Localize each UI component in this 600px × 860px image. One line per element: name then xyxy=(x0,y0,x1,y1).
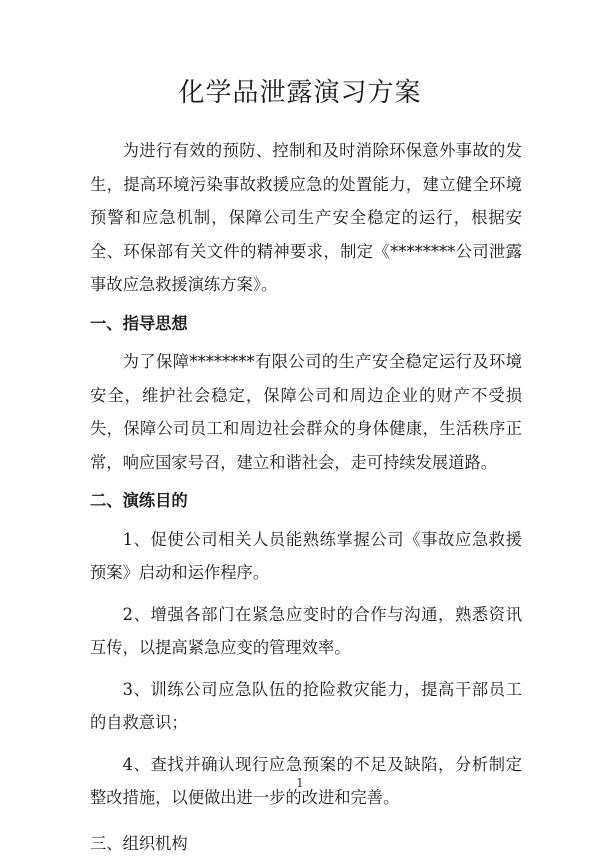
page-number: 1 xyxy=(0,776,600,790)
section-paragraph: 4、查找并确认现行应急预案的不足及缺陷，分析制定整改措施，以便做出进一步的改进和完善。 xyxy=(90,748,522,815)
section-paragraph: 为了保障********有限公司的生产安全稳定运行及环境安全，维护社会稳定，保障公司和周边企业的财产不受损失，保障公司员工和周边社会群众的身体健康，生活秩序正常，响应国家号召，建立和谐社会，走可持续发展道路。 xyxy=(90,345,522,479)
section-paragraph: 3、训练公司应急队伍的抢险救灾能力，提高干部员工的自救意识； xyxy=(90,673,522,740)
section-heading-drill-purpose: 二、演练目的 xyxy=(90,484,522,518)
section-paragraph: 1、促使公司相关人员能熟练掌握公司《事故应急救援预案》启动和运作程序。 xyxy=(90,523,522,590)
document-title: 化学品泄露演习方案 xyxy=(0,72,600,109)
document-body xyxy=(90,134,522,860)
intro-paragraph: 为进行有效的预防、控制和及时消除环保意外事故的发生，提高环境污染事故救援应急的处置能力，建立健全环境预警和应急机制，保障公司生产安全稳定的运行，根据安全、环保部有关文件的精神要求，制定《********公司泄露事故应急救援演练方案》。 xyxy=(90,134,522,302)
section-heading-organization: 三、组织机构 xyxy=(90,827,522,860)
section-heading-guiding-ideology: 一、指导思想 xyxy=(90,307,522,341)
section-paragraph: 2、增强各部门在紧急应变时的合作与沟通，熟悉资讯互传，以提高紧急应变的管理效率。 xyxy=(90,598,522,665)
